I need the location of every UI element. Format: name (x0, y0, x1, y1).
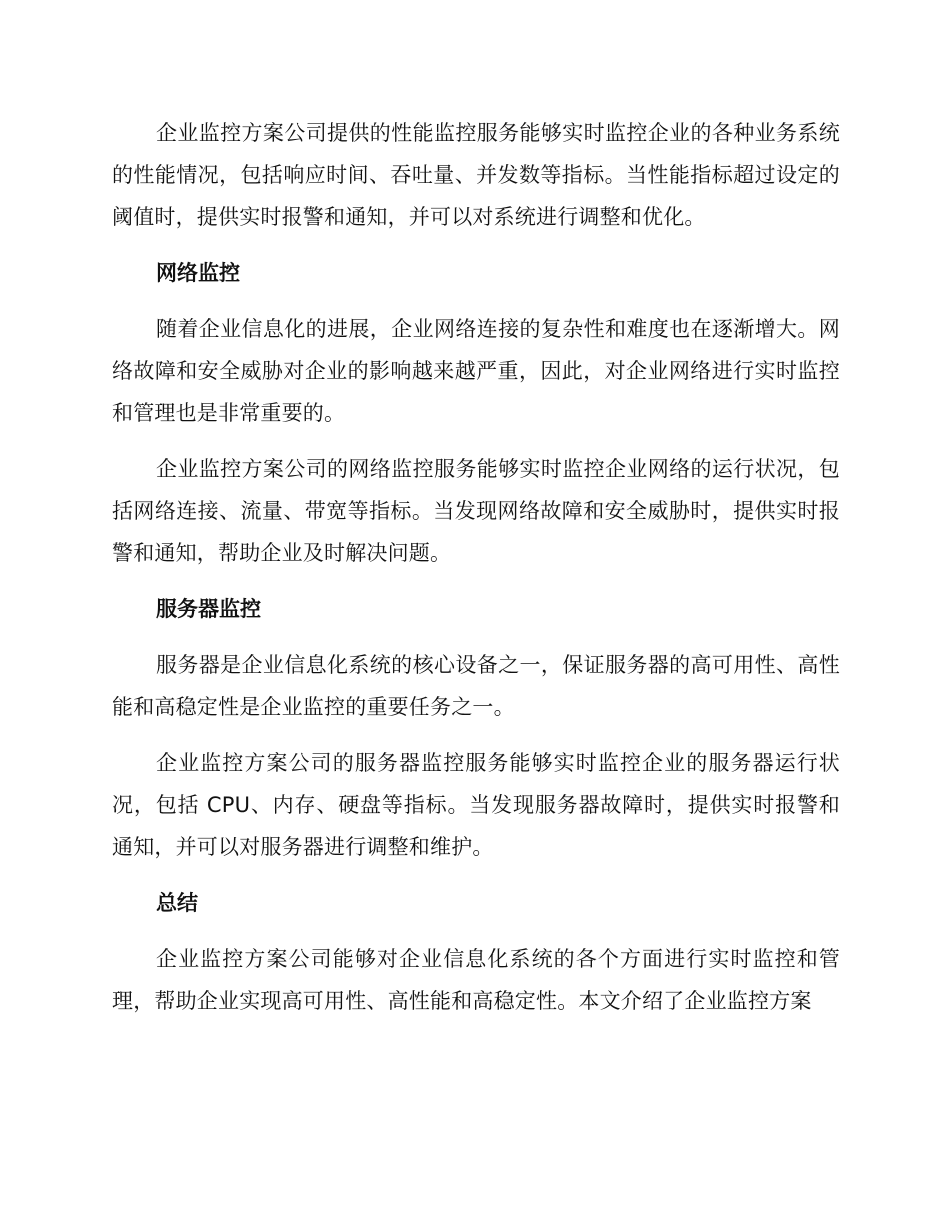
paragraph-summary: 企业监控方案公司能够对企业信息化系统的各个方面进行实时监控和管理，帮助企业实现高可用性、高性能和高稳定性。本文介绍了企业监控方案 (112, 947, 840, 1013)
heading-server-monitoring: 服务器监控 (156, 597, 261, 621)
heading-network-monitoring: 网络监控 (156, 261, 240, 285)
heading-summary: 总结 (156, 891, 198, 915)
paragraph-network-service: 企业监控方案公司的网络监控服务能够实时监控企业网络的运行状况，包括网络连接、流量、带宽等指标。当发现网络故障和安全威胁时，提供实时报警和通知，帮助企业及时解决问题。 (112, 457, 840, 565)
paragraph-server-background: 服务器是企业信息化系统的核心设备之一，保证服务器的高可用性、高性能和高稳定性是企业监控的重要任务之一。 (112, 653, 840, 719)
paragraph-network-background: 随着企业信息化的进展，企业网络连接的复杂性和难度也在逐渐增大。网络故障和安全威胁对企业的影响越来越严重，因此，对企业网络进行实时监控和管理也是非常重要的。 (112, 317, 840, 425)
document-page (112, 112, 840, 1036)
paragraph-performance-monitoring: 企业监控方案公司提供的性能监控服务能够实时监控企业的各种业务系统的性能情况，包括响应时间、吞吐量、并发数等指标。当性能指标超过设定的阈值时，提供实时报警和通知，并可以对系统进行调整和优化。 (112, 121, 840, 229)
paragraph-server-service: 企业监控方案公司的服务器监控服务能够实时监控企业的服务器运行状况，包括 CPU、内存、硬盘等指标。当发现服务器故障时，提供实时报警和通知，并可以对服务器进行调整和维护。 (112, 751, 840, 859)
